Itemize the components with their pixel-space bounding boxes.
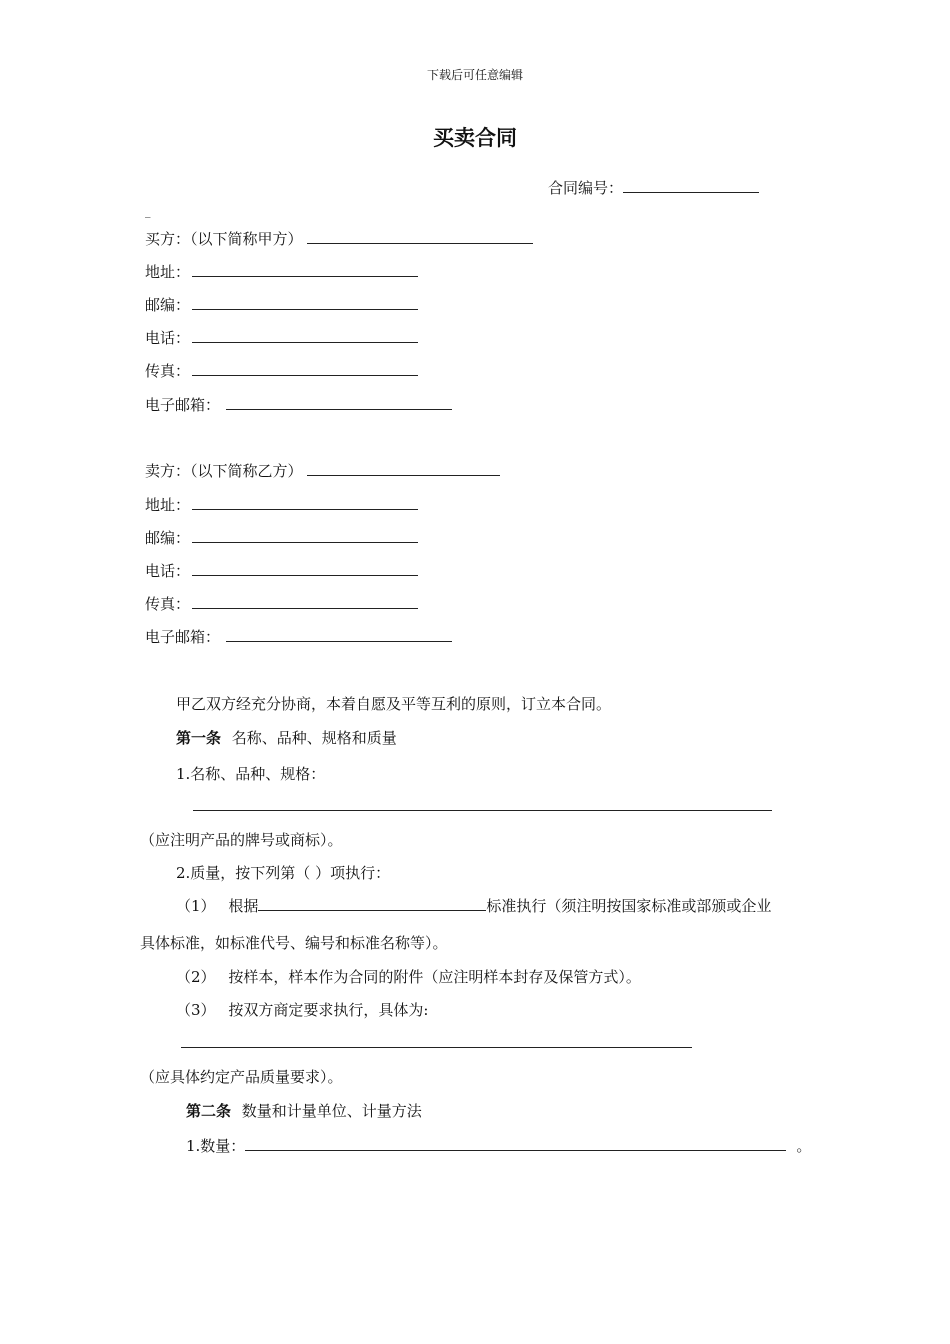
option-1-standard-field[interactable] xyxy=(258,896,486,911)
buyer-email-field[interactable] xyxy=(226,395,452,410)
seller-address-row xyxy=(145,494,418,515)
seller-name-field[interactable] xyxy=(307,461,500,476)
article-1-title: 名称、品种、规格和质量 xyxy=(231,729,397,747)
article-2-title: 数量和计量单位、计量方法 xyxy=(241,1102,422,1120)
seller-email-field[interactable] xyxy=(226,627,452,642)
buyer-email-row xyxy=(145,394,452,415)
seller-address-label: 地址： xyxy=(145,496,191,514)
seller-phone-field[interactable] xyxy=(192,561,418,576)
buyer-row xyxy=(145,228,533,249)
buyer-fax-field[interactable] xyxy=(192,361,418,376)
article-1-label: 第一条 xyxy=(176,729,222,747)
buyer-fax-row xyxy=(145,360,418,381)
option-3-fill-line[interactable] xyxy=(181,1047,692,1048)
option-2-number: （2） xyxy=(176,968,216,986)
buyer-postcode-row xyxy=(145,294,418,315)
quantity-end-mark: 。 xyxy=(796,1137,812,1155)
seller-postcode-field[interactable] xyxy=(192,528,418,543)
seller-fax-row xyxy=(145,593,418,614)
stray-mark: _ xyxy=(145,205,151,218)
contract-number-field[interactable] xyxy=(623,178,759,193)
buyer-name-field[interactable] xyxy=(307,229,533,244)
article-1-heading xyxy=(176,727,397,748)
seller-row xyxy=(145,460,500,481)
option-2-text: 按样本，样本作为合同的附件（应注明样本封存及保管方式）。 xyxy=(228,968,641,986)
buyer-phone-row xyxy=(145,327,418,348)
seller-email-row xyxy=(145,626,452,647)
preamble: 甲乙双方经充分协商，本着自愿及平等互利的原则，订立本合同。 xyxy=(176,695,612,713)
seller-fax-field[interactable] xyxy=(192,594,418,609)
buyer-address-field[interactable] xyxy=(192,262,418,277)
seller-label: 卖方：（以下简称乙方） xyxy=(145,462,303,480)
seller-phone-label: 电话： xyxy=(145,562,191,580)
header-note: 下载后可任意编辑 xyxy=(426,68,523,82)
option-1-suffix: 标准执行（须注明按国家标准或部颁或企业 xyxy=(486,897,772,915)
option-2-row xyxy=(176,966,641,987)
seller-fax-label: 传真： xyxy=(145,595,191,613)
article-2-heading xyxy=(186,1100,422,1121)
option-1-continuation: 具体标准，如标准代号、编号和标准名称等）。 xyxy=(140,934,448,952)
contract-number-row xyxy=(548,177,759,198)
document-title: 买卖合同 xyxy=(433,126,517,150)
contract-number-label: 合同编号： xyxy=(548,179,624,197)
buyer-phone-label: 电话： xyxy=(145,329,191,347)
article-2-label: 第二条 xyxy=(186,1102,232,1120)
seller-address-field[interactable] xyxy=(192,495,418,510)
option-3-number: （3） xyxy=(176,1001,216,1019)
buyer-phone-field[interactable] xyxy=(192,328,418,343)
buyer-address-row xyxy=(145,261,418,282)
quantity-field[interactable] xyxy=(245,1136,786,1151)
option-3-row xyxy=(176,999,428,1020)
option-1-number: （1） xyxy=(176,897,216,915)
buyer-fax-label: 传真： xyxy=(145,362,191,380)
seller-email-label: 电子邮箱： xyxy=(145,628,221,646)
option-3-note: （应具体约定产品质量要求）。 xyxy=(140,1068,343,1086)
article-1-item-2: 2.质量，按下列第（ ）项执行： xyxy=(176,864,391,882)
seller-postcode-row xyxy=(145,527,418,548)
quantity-label: 1.数量： xyxy=(186,1137,246,1155)
option-1-row xyxy=(176,895,771,916)
buyer-postcode-field[interactable] xyxy=(192,295,418,310)
article-1-item-1-note: （应注明产品的牌号或商标）。 xyxy=(140,831,343,849)
option-3-text: 按双方商定要求执行，具体为: xyxy=(228,1001,429,1019)
buyer-address-label: 地址： xyxy=(145,263,191,281)
option-1-prefix: 根据 xyxy=(228,897,259,915)
article-1-item-1: 1.名称、品种、规格： xyxy=(176,765,326,783)
buyer-label: 买方：（以下简称甲方） xyxy=(145,230,303,248)
buyer-postcode-label: 邮编： xyxy=(145,296,191,314)
buyer-email-label: 电子邮箱： xyxy=(145,396,221,414)
article-2-item-1 xyxy=(186,1135,811,1156)
item-1-fill-line[interactable] xyxy=(193,810,772,811)
seller-postcode-label: 邮编： xyxy=(145,529,191,547)
seller-phone-row xyxy=(145,560,418,581)
